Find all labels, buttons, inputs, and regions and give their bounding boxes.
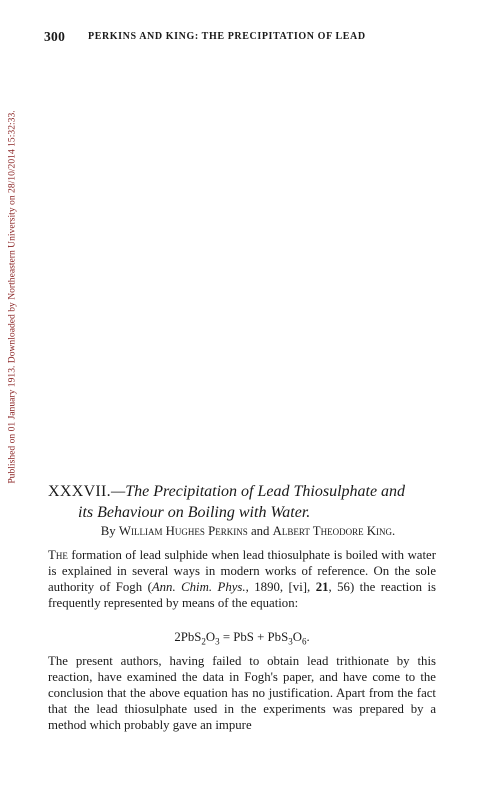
citation-journal: Ann. Chim. Phys.: [151, 580, 246, 594]
para1-text-b: , 1890, [vi],: [245, 580, 316, 594]
para1-text-c: , 56) the reaction is frequently represented by means of the equation:: [48, 580, 436, 610]
article-title: [48, 481, 448, 523]
citation-volume: 21: [315, 580, 329, 594]
page-number: 300: [44, 29, 66, 44]
download-watermark-text: Published on 01 January 1913. Downloaded by Northeastern University on 28/10/2014 15:32:33.: [6, 110, 18, 484]
byline-and: and: [250, 524, 270, 538]
lead-in: The: [48, 548, 68, 562]
byline-by: By: [100, 524, 116, 538]
title-line-2: its Behaviour on Boiling with Water.: [78, 504, 311, 521]
paragraph-2: The present authors, having failed to obtain lead trithionate by this reaction, have examined the data in Fogh's paper, and have come to the conclusion that the above equation has no justification. Apart from the fact that the lead thiosulphate used in the experiments was prepared by a method which probably gave an impure: [48, 654, 436, 732]
byline: [48, 524, 448, 539]
page-header: [44, 29, 444, 43]
running-head: PERKINS AND KING: THE PRECIPITATION OF LEAD: [88, 31, 366, 42]
download-watermark: [5, 84, 19, 510]
author-2: Albert Theodore King.: [272, 524, 396, 538]
paragraph-1: [48, 547, 436, 611]
para1-text-a: formation of lead sulphide when lead thiosulphate is boiled with water is explained in several ways in modern works of reference. On the sole authority of Fogh (: [48, 548, 436, 594]
title-line-1: —The Precipitation of Lead Thiosulphate and: [110, 483, 406, 500]
article-number: XXXVII.: [48, 483, 111, 500]
equation: $2PbS_2O_3$ = PbS + $PbS_3O_6$.: [174, 630, 310, 647]
author-1: William Hughes Perkins: [118, 524, 248, 538]
